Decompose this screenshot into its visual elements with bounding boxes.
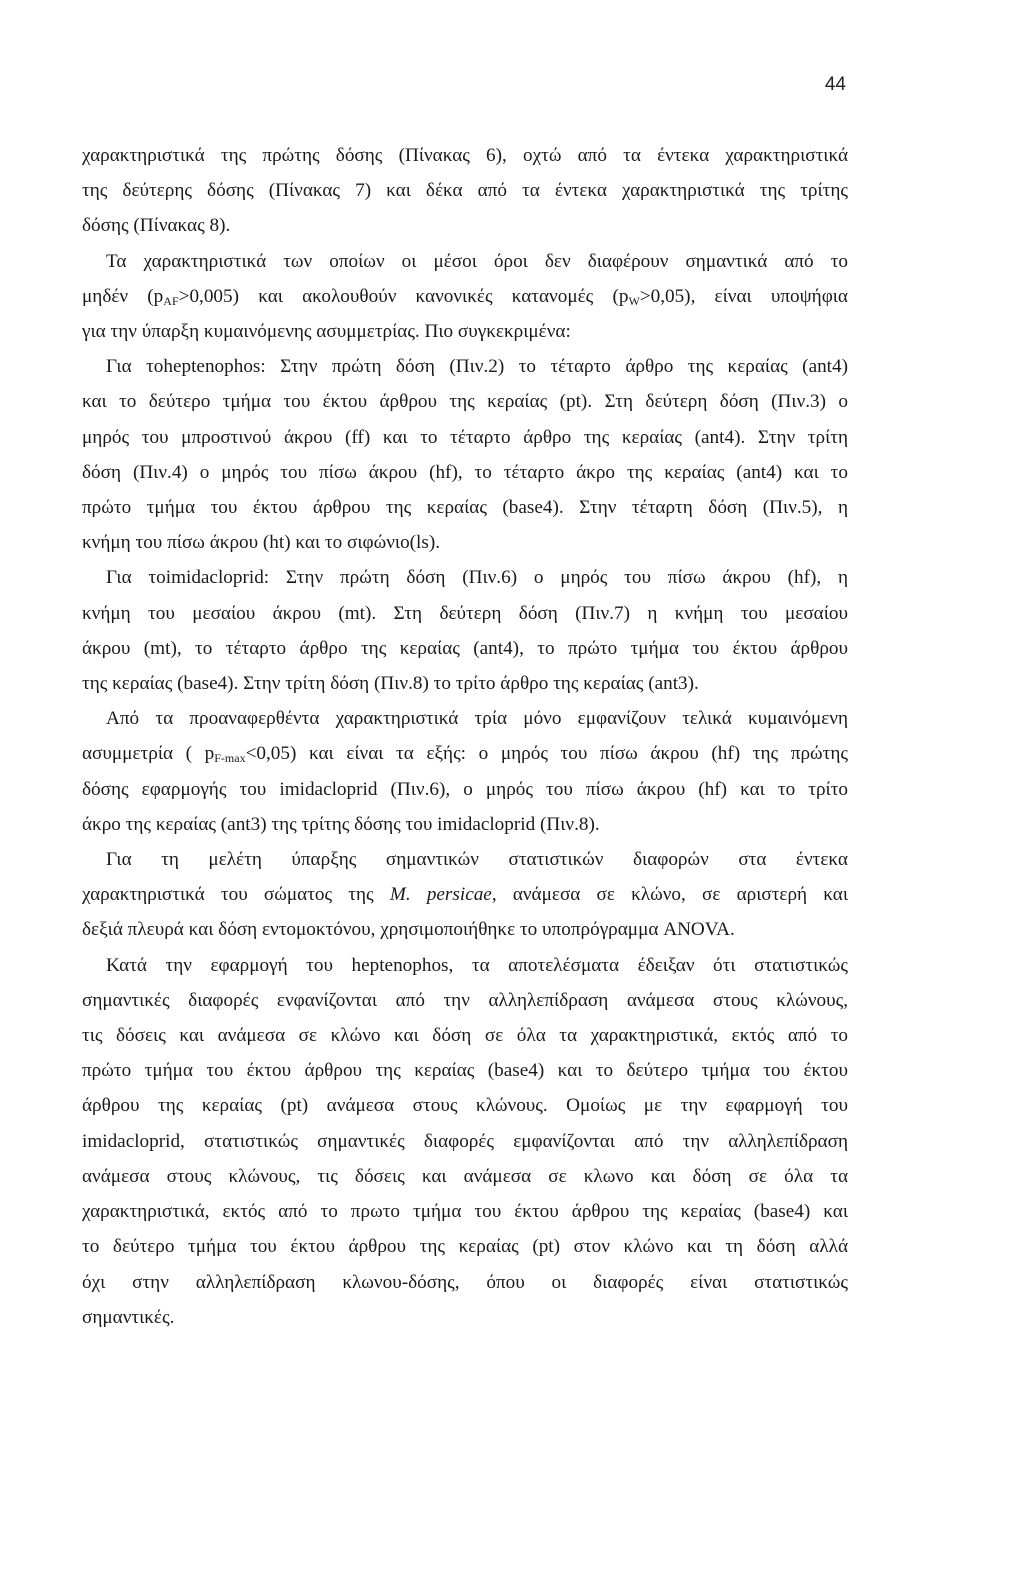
text-line: άκρο της κεραίας (ant3) της τρίτης δόσης του imidacloprid (Πιν.8). xyxy=(82,813,600,835)
text-line: της κεραίας (base4). Στην τρίτη δόση (Πιν.8) το τρίτο άρθρο της κεραίας (ant3). xyxy=(82,673,699,695)
text-line-with-species-name: χαρακτηριστικά του σώματος της M. persicae, ανάμεσα σε κλώνο, σε αριστερή και xyxy=(82,884,848,906)
document-body xyxy=(82,138,848,1335)
text-line: το δεύτερο τμήμα του έκτου άρθρου της κεραίας (pt) στον κλώνο και τη δόση αλλά xyxy=(82,1236,848,1258)
text-line: για την ύπαρξη κυμαινόμενης ασυμμετρίας. Πιο συγκεκριμένα: xyxy=(82,321,571,343)
text-line-with-subscript: ασυμμετρία ( $p_{F-max}<0,05$) και είναι τα εξής: ο μηρός του πίσω άκρου (hf) της πρώτης xyxy=(82,743,848,766)
text-line: όχι στην αλληλεπίδραση κλωνου-δόσης, όπου οι διαφορές είναι στατιστικώς xyxy=(82,1271,848,1293)
species-name: M. persicae xyxy=(389,884,492,906)
text-line: χαρακτηριστικά, εκτός από το πρωτο τμήμα του έκτου άρθρου της κεραίας (base4) και xyxy=(82,1201,848,1223)
paragraph-start-line: Κατά την εφαρμογή του heptenophos, τα αποτελέσματα έδειξαν ότι στατιστικώς xyxy=(106,954,848,976)
paragraph-start-line: Τα χαρακτηριστικά των οποίων οι μέσοι όροι δεν διαφέρουν σημαντικά από το xyxy=(106,250,848,272)
text-line: χαρακτηριστικά της πρώτης δόσης (Πίνακας 6), οχτώ από τα έντεκα χαρακτηριστικά xyxy=(82,145,848,166)
text-line: κνήμη του μεσαίου άκρου (mt). Στη δεύτερη δόση (Πιν.7) η κνήμη του μεσαίου xyxy=(82,602,848,624)
text-line: δεξιά πλευρά και δόση εντομοκτόνου, χρησιμοποιήθηκε το υποπρόγραμμα ANOVA. xyxy=(82,919,735,941)
text-line: άρθρου της κεραίας (pt) ανάμεσα στους κλώνους. Ομοίως με την εφαρμογή του xyxy=(82,1095,848,1117)
paragraph-start-line: Για τη μελέτη ύπαρξης σημαντικών στατιστικών διαφορών στα έντεκα xyxy=(106,849,848,871)
text-line: δόση (Πιν.4) ο μηρός του πίσω άκρου (hf), το τέταρτο άκρο της κεραίας (ant4) και το xyxy=(82,461,848,483)
text-line: σημαντικές. xyxy=(82,1306,175,1328)
text-line-with-subscripts: μηδέν $(p_{AF}>0,005)$ και ακολουθούν κανονικές κατανομές $(p_W>0,05)$, είναι υποψήφια xyxy=(82,285,848,308)
text-line: δόσης (Πίνακας 8). xyxy=(82,215,231,237)
text-line: μηρός του μπροστινού άκρου (ff) και το τέταρτο άρθρο της κεραίας (ant4). Στην τρίτη xyxy=(82,426,848,448)
text-line: τις δόσεις και ανάμεσα σε κλώνο και δόση σε όλα τα χαρακτηριστικά, εκτός από το xyxy=(82,1025,848,1047)
text-line: της δεύτερης δόσης (Πίνακας 7) και δέκα από τα έντεκα χαρακτηριστικά της τρίτης xyxy=(82,180,848,202)
paragraph-start-line: Για τoimidacloprid: Στην πρώτη δόση (Πιν.6) ο μηρός του πίσω άκρου (hf), η xyxy=(106,567,848,589)
text-line: πρώτο τμήμα του έκτου άρθρου της κεραίας (base4). Στην τέταρτη δόση (Πιν.5), η xyxy=(82,497,848,519)
text-line: imidacloprid, στατιστικώς σημαντικές διαφορές εμφανίζονται από την αλληλεπίδραση xyxy=(82,1130,848,1152)
text-line: άκρου (mt), το τέταρτο άρθρο της κεραίας (ant4), το πρώτο τμήμα του έκτου άρθρου xyxy=(82,637,848,659)
text-line: ανάμεσα στους κλώνους, τις δόσεις και ανάμεσα σε κλωνο και δόση σε όλα τα xyxy=(82,1165,848,1187)
text-line: δόσης εφαρμογής του imidacloprid (Πιν.6), ο μηρός του πίσω άκρου (hf) και το τρίτο xyxy=(82,778,848,800)
text-line: και το δεύτερο τμήμα του έκτου άρθρου της κεραίας (pt). Στη δεύτερη δόση (Πιν.3) ο xyxy=(82,391,848,413)
text-line: σημαντικές διαφορές ενφανίζονται από την αλληλεπίδραση ανάμεσα στους κλώνους, xyxy=(82,989,848,1011)
paragraph-start-line: Για τοheptenophos: Στην πρώτη δόση (Πιν.2) το τέταρτο άρθρο της κεραίας (ant4) xyxy=(106,356,848,378)
text-line: κνήμη του πίσω άκρου (ht) και το σιφώνιο(ls). xyxy=(82,532,441,554)
page-number: 44 xyxy=(824,74,846,95)
text-line: πρώτο τμήμα του έκτου άρθρου της κεραίας (base4) και το δεύτερο τμήμα του έκτου xyxy=(82,1060,848,1082)
paragraph-start-line: Από τα προαναφερθέντα χαρακτηριστικά τρία μόνο εμφανίζουν τελικά κυμαινόμενη xyxy=(106,708,848,730)
